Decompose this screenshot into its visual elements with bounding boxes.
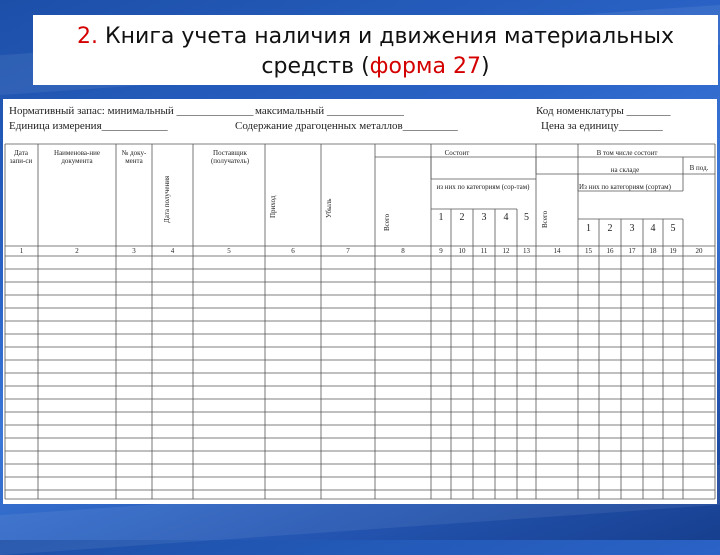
category-number: 4 xyxy=(650,223,656,234)
column-number: 12 xyxy=(502,247,510,255)
col-header-outgo: Убыль xyxy=(325,198,333,218)
category-number: 3 xyxy=(481,212,487,223)
meta-max: максимальный ______________ xyxy=(255,105,404,117)
title-text-2a: средств ( xyxy=(261,54,370,79)
col-header-date: Дата запи-си xyxy=(9,149,33,165)
meta-max-label: максимальный xyxy=(255,105,325,117)
meta-unit: Единица измерения____________ xyxy=(9,120,168,132)
meta-price-label: Цена за единицу xyxy=(541,120,619,132)
column-number: 16 xyxy=(606,247,614,255)
category-number: 1 xyxy=(438,212,444,223)
column-number: 1 xyxy=(19,247,24,255)
column-number: 11 xyxy=(480,247,488,255)
col-header-including: В том числе состоит xyxy=(596,149,658,157)
col-header-supplier: Поставщик (получатель) xyxy=(210,149,250,165)
col-header-docnum: № доку-мента xyxy=(121,149,147,165)
form-grid-lines xyxy=(5,144,715,499)
slide-title xyxy=(33,15,718,85)
category-number: 2 xyxy=(607,223,613,234)
column-number: 10 xyxy=(458,247,466,255)
category-number: 4 xyxy=(503,212,509,223)
column-number: 19 xyxy=(669,247,677,255)
title-number: 2. xyxy=(77,24,99,49)
col-header-by-category-2: Из них по категориям (сортам) xyxy=(579,183,671,191)
column-number: 8 xyxy=(401,247,405,255)
column-number: 2 xyxy=(75,247,79,255)
col-header-in-use: В под. xyxy=(689,164,709,172)
column-number: 3 xyxy=(132,247,136,255)
column-number: 6 xyxy=(291,247,295,255)
meta-norm-label: Нормативный запас: минимальный xyxy=(9,105,174,117)
meta-metals: Содержание драгоценных металлов__________ xyxy=(235,120,458,132)
meta-price: Цена за единицу________ xyxy=(541,120,663,132)
category-number: 5 xyxy=(524,212,529,223)
col-header-warehouse: на складе xyxy=(610,166,640,174)
col-header-income: Приход xyxy=(269,195,277,218)
column-number: 18 xyxy=(649,247,657,255)
title-text-2b: ) xyxy=(480,54,490,79)
col-header-total-2: Всего xyxy=(541,210,549,228)
col-header-date-received: Дата получения xyxy=(163,175,171,223)
form-sheet xyxy=(3,99,717,504)
category-number: 2 xyxy=(459,212,465,223)
col-header-docname: Наименова-ние документа xyxy=(54,149,100,165)
column-number: 5 xyxy=(227,247,231,255)
column-number: 20 xyxy=(695,247,703,255)
title-line-2 xyxy=(33,52,718,82)
meta-code-label: Код номенклатуры xyxy=(536,105,624,117)
meta-code: Код номенклатуры ________ xyxy=(536,105,671,117)
title-text-1: Книга учета наличия и движения материальных xyxy=(105,24,674,49)
meta-metals-label: Содержание драгоценных металлов xyxy=(235,120,403,132)
col-header-consists: Состоит xyxy=(444,149,470,157)
col-header-total-1: Всего xyxy=(383,213,391,231)
column-number: 15 xyxy=(585,247,592,255)
column-number: 17 xyxy=(628,247,636,255)
category-number: 1 xyxy=(586,223,591,234)
title-line-1 xyxy=(33,22,718,52)
col-header-by-category-1: из них по категориям (сор-там) xyxy=(436,183,530,191)
category-number: 5 xyxy=(670,223,676,234)
column-number: 14 xyxy=(553,247,561,255)
meta-norm: Нормативный запас: минимальный ______________ xyxy=(9,105,254,117)
column-number: 9 xyxy=(439,247,443,255)
category-number: 3 xyxy=(629,223,635,234)
column-number: 4 xyxy=(170,247,175,255)
column-number: 13 xyxy=(523,247,530,255)
title-form-name: форма 27 xyxy=(369,54,481,79)
column-number: 7 xyxy=(346,247,350,255)
meta-unit-label: Единица измерения xyxy=(9,120,102,132)
